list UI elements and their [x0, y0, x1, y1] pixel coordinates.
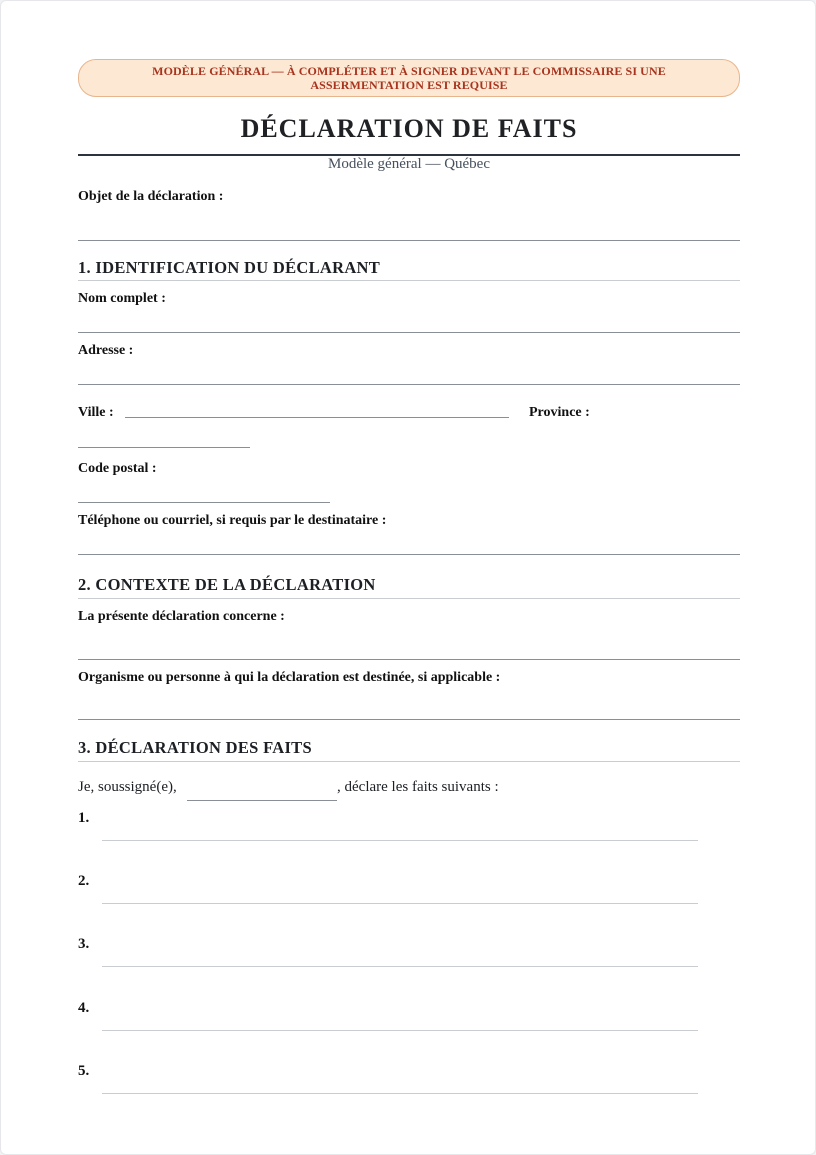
contact-label: Téléphone ou courriel, si requis par le destinataire :	[78, 513, 387, 528]
document-title: DÉCLARATION DE FAITS	[240, 114, 578, 143]
concerne-label: La présente déclaration concerne :	[78, 609, 285, 624]
declarant-name-field[interactable]	[187, 800, 337, 801]
nom-label: Nom complet :	[78, 291, 166, 306]
nom-field[interactable]	[78, 332, 740, 333]
fact-number-2: 2.	[78, 873, 90, 889]
fact-field-1[interactable]	[102, 840, 698, 841]
fact-field-3[interactable]	[102, 966, 698, 967]
section-2-heading: 2. CONTEXTE DE LA DÉCLARATION	[78, 575, 376, 594]
destinataire-label: Organisme ou personne à qui la déclaration est destinée, si applicable :	[78, 670, 501, 685]
ville-label: Ville :	[78, 405, 114, 420]
code-postal-field[interactable]	[78, 502, 330, 503]
contact-field[interactable]	[78, 554, 740, 555]
section-1-heading: 1. IDENTIFICATION DU DÉCLARANT	[78, 258, 381, 277]
section-3-rule	[78, 761, 740, 762]
fact-number-5: 5.	[78, 1063, 90, 1079]
fact-field-5[interactable]	[102, 1093, 698, 1094]
fact-number-3: 3.	[78, 936, 90, 952]
section-3-heading: 3. DÉCLARATION DES FAITS	[78, 738, 312, 757]
declaration-intro-prefix: Je, soussigné(e),	[78, 779, 177, 795]
concerne-field[interactable]	[78, 659, 740, 660]
document-subtitle: Modèle général — Québec	[327, 156, 490, 172]
section-1-rule	[78, 280, 740, 281]
fact-field-2[interactable]	[102, 903, 698, 904]
fact-number-4: 4.	[78, 1000, 90, 1016]
declaration-intro-suffix: , déclare les faits suivants :	[337, 779, 499, 795]
destinataire-field[interactable]	[78, 719, 740, 720]
ville-field[interactable]	[125, 417, 509, 418]
province-field[interactable]	[78, 447, 250, 448]
fact-number-1: 1.	[78, 810, 90, 826]
section-2-rule	[78, 598, 740, 599]
notice-banner-text: MODÈLE GÉNÉRAL — À COMPLÉTER ET À SIGNER DEVANT LE COMMISSAIRE SI UNE ASSERMENTATION EST REQUISE	[152, 64, 666, 92]
adresse-field[interactable]	[78, 384, 740, 385]
adresse-label: Adresse :	[78, 343, 134, 358]
objet-field[interactable]	[78, 240, 740, 241]
province-label: Province :	[529, 405, 590, 420]
notice-banner	[78, 59, 740, 97]
fact-field-4[interactable]	[102, 1030, 698, 1031]
code-postal-label: Code postal :	[78, 461, 157, 476]
objet-label: Objet de la déclaration :	[78, 189, 224, 204]
